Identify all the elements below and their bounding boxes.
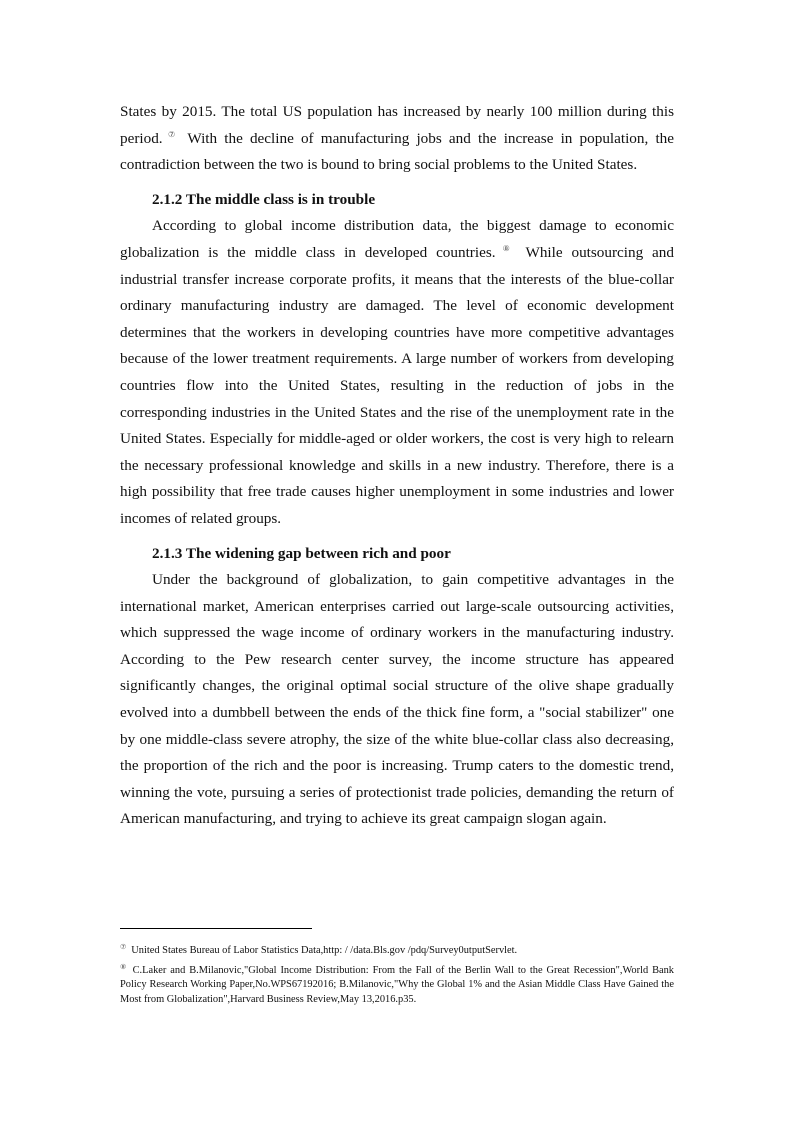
- footnotes: [120, 944, 674, 1013]
- section-heading-rich-poor-gap: 2.1.3 The widening gap between rich and poor: [152, 544, 451, 562]
- paragraph-rich-poor-gap: Under the background of globalization, to gain competitive advantages in the international market, American enterprises carried out large-scale outsourcing activities, which suppressed the wage income of ordinary workers in the manufacturing industry. According to the Pew research center survey, the income structure has appeared significantly changes, the original optimal social structure of the olive shape gradually evolved into a dumbbell between the ends of the thick fine form, a "social stabilizer" one by one middle-class severe atrophy, the size of the white blue-collar class also decreasing, the proportion of the rich and the poor is increasing. Trump caters to the domestic trend, winning the vote, pursuing a series of protectionist trade policies, demanding the return of American manufacturing, and trying to achieve its great campaign slogan again.: [120, 571, 674, 828]
- paragraph-population: [120, 99, 674, 179]
- paragraph-text: States by 2015. The total US population has increased by nearly 100 million during this period.: [120, 103, 674, 147]
- paragraph-text: With the decline of manufacturing jobs and the increase in population, the contradiction between the two is bound to bring social problems to the United States.: [120, 129, 674, 174]
- footnote-divider: [120, 928, 312, 929]
- body-text: [120, 99, 674, 833]
- footnote-mark: ⑦: [120, 942, 127, 951]
- paragraph-middle-class: [120, 213, 674, 532]
- footnote-mark: ⑧: [120, 962, 128, 971]
- footnote-ref-7[interactable]: ⑦: [164, 129, 179, 139]
- footnote-7: [120, 944, 674, 958]
- paragraph-text: According to global income distribution data, the biggest damage to economic globalization is the middle class in developed countries.: [120, 217, 674, 261]
- section-heading-middle-class: 2.1.2 The middle class is in trouble: [152, 190, 376, 208]
- footnote-8: [120, 964, 674, 1007]
- footnote-text: C.Laker and B.Milanovic,"Global Income Distribution: From the Fall of the Berlin Wall to the Great Recession",World Bank Policy Research Working Paper,No.WPS67192016; B.Milanovic,"Why the Global 1% and the Asian Middle Class Have Gained the Most from Globalization",Harvard Business Review,May 13,2016.p35.: [120, 965, 675, 1005]
- paragraph-text: While outsourcing and industrial transfer increase corporate profits, it means that the interests of the blue-collar ordinary manufacturing industry are damaged. The level of economic development determines that the workers in developing countries have more competitive advantages because of the lower treatment requirements. A large number of workers from developing countries flow into the United States, resulting in the reduction of jobs in the corresponding industries in the United States and the rise of the unemployment rate in the United States. Especially for middle-aged or older workers, the cost is very high to relearn the necessary professional knowledge and skills in a new industry. Therefore, there is a high possibility that free trade causes higher unemployment in some industries and lower incomes of related groups.: [120, 243, 674, 527]
- footnote-ref-8[interactable]: ⑧: [497, 243, 515, 253]
- footnote-text: United States Bureau of Labor Statistics Data,http: / /data.Bls.gov /pdq/Survey0utputServlet.: [131, 945, 518, 956]
